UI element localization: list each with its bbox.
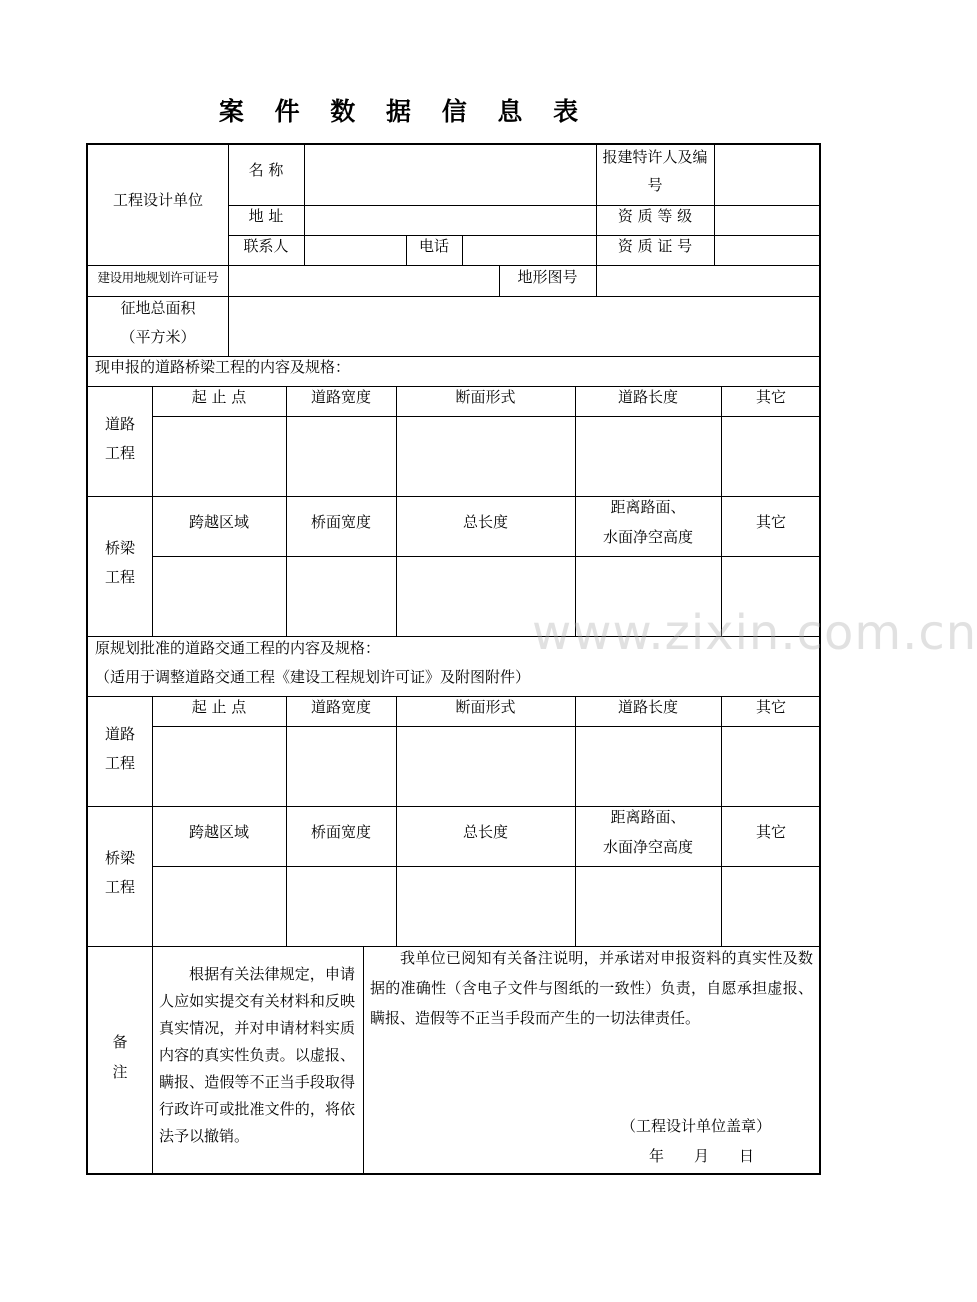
- road-header: 起 止 点: [191, 388, 247, 406]
- grid-line: [228, 265, 229, 356]
- grid-line: [152, 386, 153, 636]
- grid-line: [304, 145, 305, 265]
- remarks-label-2: 注: [112, 1063, 128, 1081]
- contact-label: 联系人: [243, 237, 289, 255]
- current-bridge-label-2: 工程: [104, 568, 135, 586]
- bridge-header: 跨越区域: [188, 513, 249, 531]
- land-permit-label: 建设用地规划许可证号: [97, 270, 219, 285]
- original-bridge-label: 桥梁: [104, 849, 135, 867]
- road-header: 断面形式: [455, 388, 516, 406]
- seal-note: （工程设计单位盖章）: [621, 1117, 772, 1135]
- bridge-header: 水面净空高度: [602, 528, 693, 546]
- original-bridge-label-2: 工程: [104, 878, 135, 896]
- grid-line: [596, 265, 597, 296]
- current-bridge-label: 桥梁: [104, 539, 135, 557]
- grid-line: [228, 205, 821, 206]
- current-section-title: 现申报的道路桥梁工程的内容及规格：: [95, 358, 351, 376]
- bridge-header: 距离路面、: [610, 808, 686, 826]
- bridge-header: 其它: [755, 823, 786, 841]
- road-header: 起 止 点: [191, 698, 247, 716]
- grid-line: [88, 265, 821, 266]
- current-road-label: 道路: [104, 415, 135, 433]
- grid-line: [88, 806, 821, 807]
- topo-map-label: 地形图号: [517, 268, 578, 286]
- grid-line: [462, 235, 463, 265]
- qualification-cert-label: 资 质 证 号: [617, 237, 693, 255]
- grid-line: [721, 696, 722, 946]
- road-header: 其它: [755, 388, 786, 406]
- grid-line: [88, 296, 821, 297]
- road-header: 道路宽度: [310, 698, 371, 716]
- watermark: www.zixin.com.cn: [532, 605, 977, 661]
- name-label: 名 称: [248, 161, 284, 179]
- commitment-statement: 我单位已阅知有关备注说明，并承诺对申报资料的真实性及数据的准确性（含电子文件与图纸的一致性）负责，自愿承担虚报、瞒报、造假等不正当手段而产生的一切法律责任。: [370, 949, 813, 1027]
- grid-line: [228, 235, 821, 236]
- grid-line: [396, 696, 397, 946]
- form-title: 案 件 数 据 信 息 表: [218, 97, 590, 126]
- bridge-header: 桥面宽度: [310, 513, 371, 531]
- grid-line: [88, 696, 821, 697]
- grid-line: [286, 696, 287, 946]
- permit-holder-label: 报建特许人及编: [602, 148, 708, 166]
- address-label: 地 址: [248, 207, 284, 225]
- grid-line: [721, 386, 722, 636]
- original-section-subtitle: （适用于调整道路交通工程《建设工程规划许可证》及附图附件）: [95, 668, 531, 686]
- remarks-label: 备: [112, 1033, 128, 1051]
- bridge-header: 跨越区域: [188, 823, 249, 841]
- qualification-grade-label: 资 质 等 级: [617, 207, 693, 225]
- land-area-label: 征地总面积: [120, 299, 196, 317]
- land-area-unit: （平方米）: [120, 328, 196, 346]
- road-header: 断面形式: [455, 698, 516, 716]
- original-road-label: 道路: [104, 725, 135, 743]
- road-header: 道路长度: [617, 698, 678, 716]
- grid-line: [396, 386, 397, 636]
- legal-notice: 根据有关法律规定，申请人应如实提交有关材料和反映真实情况，并对申请材料实质内容的真实性负责。以虚报、瞒报、造假等不正当手段取得行政许可或批准文件的，将依法予以撤销。: [159, 965, 355, 1145]
- original-section-title: 原规划批准的道路交通工程的内容及规格：: [95, 639, 381, 657]
- design-unit-label: 工程设计单位: [112, 191, 203, 209]
- road-header: 道路长度: [617, 388, 678, 406]
- bridge-header: 桥面宽度: [310, 823, 371, 841]
- bridge-header: 总长度: [462, 513, 508, 531]
- grid-line: [88, 386, 821, 387]
- road-header: 道路宽度: [310, 388, 371, 406]
- bridge-header: 距离路面、: [610, 498, 686, 516]
- date-line: 年 月 日: [649, 1147, 755, 1165]
- grid-line: [714, 145, 715, 265]
- grid-line: [88, 496, 821, 497]
- bridge-header: 其它: [755, 513, 786, 531]
- grid-line: [88, 356, 821, 357]
- bridge-header: 水面净空高度: [602, 838, 693, 856]
- grid-line: [152, 946, 153, 1175]
- bridge-header: 总长度: [462, 823, 508, 841]
- current-road-label-2: 工程: [104, 444, 135, 462]
- original-road-label-2: 工程: [104, 754, 135, 772]
- phone-label: 电话: [418, 237, 449, 255]
- road-header: 其它: [755, 698, 786, 716]
- grid-line: [152, 696, 153, 946]
- grid-line: [363, 946, 364, 1175]
- grid-line: [286, 386, 287, 636]
- permit-holder-label-2: 号: [647, 176, 663, 194]
